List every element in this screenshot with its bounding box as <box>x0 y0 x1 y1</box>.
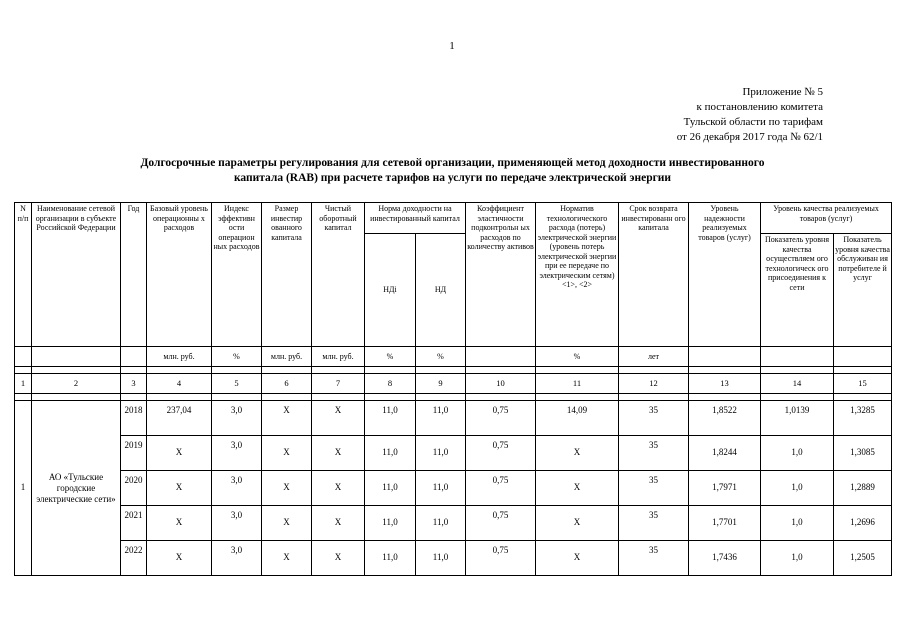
column-number: 7 <box>312 374 365 394</box>
unit-cell: млн. руб. <box>147 347 212 367</box>
table-row <box>15 401 892 436</box>
header-invest-size: Размер инвестир ованного капитала <box>262 203 312 347</box>
cell-ndi: 11,0 <box>365 436 416 471</box>
header-year: Год <box>121 203 147 347</box>
cell-loss: Х <box>536 541 619 576</box>
cell-reliability: 1,7436 <box>689 541 761 576</box>
unit-cell <box>32 347 121 367</box>
header-org: Наименование сетевой организации в субъекте Российской Федерации <box>32 203 121 347</box>
cell-elasticity: 0,75 <box>466 436 536 471</box>
column-number: 8 <box>365 374 416 394</box>
cell-loss: Х <box>536 506 619 541</box>
cell-year: 2022 <box>121 541 147 576</box>
cell-nd: 11,0 <box>416 541 466 576</box>
unit-cell: млн. руб. <box>262 347 312 367</box>
cell-eff-index: 3,0 <box>212 541 262 576</box>
header-quality: Уровень качества реализуемых товаров (услуг) <box>761 203 892 234</box>
row-index: 1 <box>15 401 32 576</box>
parameters-table <box>14 202 892 576</box>
column-number: 14 <box>761 374 834 394</box>
cell-quality-service: 1,3285 <box>834 401 892 436</box>
cell-elasticity: 0,75 <box>466 401 536 436</box>
column-number-row <box>15 374 892 394</box>
table-row <box>15 506 892 541</box>
header-eff-index: Индекс эффективн ости операцион ных расходов <box>212 203 262 347</box>
cell-year: 2018 <box>121 401 147 436</box>
unit-cell <box>466 347 536 367</box>
column-number: 4 <box>147 374 212 394</box>
unit-cell <box>121 347 147 367</box>
unit-cell: % <box>416 347 466 367</box>
cell-invest: Х <box>262 471 312 506</box>
unit-cell: млн. руб. <box>312 347 365 367</box>
cell-base-op: Х <box>147 436 212 471</box>
cell-ndi: 11,0 <box>365 506 416 541</box>
organization-name: АО «Тульские городские электрические сети» <box>32 401 121 576</box>
header-elasticity: Коэффициент эластичности подконтрольн ых расходов по количеству активов <box>466 203 536 347</box>
cell-working: Х <box>312 471 365 506</box>
cell-nd: 11,0 <box>416 401 466 436</box>
cell-ndi: 11,0 <box>365 401 416 436</box>
column-number: 12 <box>619 374 689 394</box>
cell-nd: 11,0 <box>416 506 466 541</box>
header-row <box>15 203 892 234</box>
cell-quality-tech: 1,0 <box>761 436 834 471</box>
column-number: 6 <box>262 374 312 394</box>
column-number: 5 <box>212 374 262 394</box>
column-number: 9 <box>416 374 466 394</box>
cell-year: 2021 <box>121 506 147 541</box>
cell-eff-index: 3,0 <box>212 401 262 436</box>
appendix-line: к постановлению комитета <box>696 101 823 113</box>
cell-invest: Х <box>262 401 312 436</box>
appendix-line: Приложение № 5 <box>742 86 823 98</box>
table-row <box>15 471 892 506</box>
cell-quality-tech: 1,0 <box>761 541 834 576</box>
cell-ndi: 11,0 <box>365 541 416 576</box>
spacer-row <box>15 394 892 401</box>
unit-cell: лет <box>619 347 689 367</box>
unit-cell <box>834 347 892 367</box>
cell-year: 2019 <box>121 436 147 471</box>
cell-base-op: Х <box>147 506 212 541</box>
cell-elasticity: 0,75 <box>466 541 536 576</box>
column-number: 1 <box>15 374 32 394</box>
cell-working: Х <box>312 541 365 576</box>
unit-cell: % <box>536 347 619 367</box>
page-number: 1 <box>449 40 455 52</box>
cell-period: 35 <box>619 541 689 576</box>
cell-working: Х <box>312 401 365 436</box>
cell-working: Х <box>312 506 365 541</box>
cell-eff-index: 3,0 <box>212 506 262 541</box>
header-quality-service: Показатель уровня качества обслуживан ия потребителе й услуг <box>834 234 892 347</box>
column-number: 13 <box>689 374 761 394</box>
unit-cell <box>689 347 761 367</box>
column-number: 11 <box>536 374 619 394</box>
cell-reliability: 1,8522 <box>689 401 761 436</box>
appendix-line: Тульской области по тарифам <box>683 116 823 128</box>
cell-ndi: 11,0 <box>365 471 416 506</box>
cell-quality-service: 1,2505 <box>834 541 892 576</box>
cell-quality-service: 1,2696 <box>834 506 892 541</box>
document-title <box>60 156 845 186</box>
cell-eff-index: 3,0 <box>212 471 262 506</box>
cell-nd: 11,0 <box>416 436 466 471</box>
cell-period: 35 <box>619 471 689 506</box>
cell-quality-tech: 1,0 <box>761 471 834 506</box>
cell-quality-tech: 1,0139 <box>761 401 834 436</box>
column-number: 15 <box>834 374 892 394</box>
header-return-rate: Норма доходности на инвестированный капитал <box>365 203 466 234</box>
cell-base-op: Х <box>147 471 212 506</box>
header-num: N п/п <box>15 203 32 347</box>
cell-nd: 11,0 <box>416 471 466 506</box>
cell-loss: Х <box>536 471 619 506</box>
cell-working: Х <box>312 436 365 471</box>
title-line: Долгосрочные параметры регулирования для сетевой организации, применяющей метод доходности инвестированного <box>140 157 765 169</box>
cell-reliability: 1,7701 <box>689 506 761 541</box>
cell-invest: Х <box>262 541 312 576</box>
cell-year: 2020 <box>121 471 147 506</box>
header-quality-tech: Показатель уровня качества осуществляем ого технологическ ого присоединения к сети <box>761 234 834 347</box>
cell-invest: Х <box>262 436 312 471</box>
units-row <box>15 347 892 367</box>
unit-cell: % <box>212 347 262 367</box>
cell-loss: Х <box>536 436 619 471</box>
cell-reliability: 1,8244 <box>689 436 761 471</box>
column-number: 2 <box>32 374 121 394</box>
spacer-row <box>15 367 892 374</box>
table-row <box>15 436 892 471</box>
column-number: 3 <box>121 374 147 394</box>
cell-base-op: Х <box>147 541 212 576</box>
cell-elasticity: 0,75 <box>466 506 536 541</box>
table-row <box>15 541 892 576</box>
cell-base-op: 237,04 <box>147 401 212 436</box>
cell-quality-tech: 1,0 <box>761 506 834 541</box>
header-base-op: Базовый уровень операционны х расходов <box>147 203 212 347</box>
cell-quality-service: 1,3085 <box>834 436 892 471</box>
header-loss-norm: Норматив технологического расхода (потерь) электрической энергии (уровень потерь электрической энергии при ее передаче по электрическим сетям) <1>, <2> <box>536 203 619 347</box>
header-reliability: Уровень надежности реализуемых товаров (услуг) <box>689 203 761 347</box>
header-working-cap: Чистый оборотный капитал <box>312 203 365 347</box>
cell-quality-service: 1,2889 <box>834 471 892 506</box>
cell-eff-index: 3,0 <box>212 436 262 471</box>
title-line: капитала (RAB) при расчете тарифов на услуги по передаче электрической энергии <box>233 172 672 184</box>
header-nd: НД <box>416 234 466 347</box>
header-ndi: НДi <box>365 234 416 347</box>
header-return-period: Срок возврата инвестированн ого капитала <box>619 203 689 347</box>
column-number: 10 <box>466 374 536 394</box>
unit-cell <box>15 347 32 367</box>
appendix-block <box>677 85 823 145</box>
cell-period: 35 <box>619 436 689 471</box>
cell-invest: Х <box>262 506 312 541</box>
unit-cell: % <box>365 347 416 367</box>
cell-loss: 14,09 <box>536 401 619 436</box>
cell-reliability: 1,7971 <box>689 471 761 506</box>
cell-elasticity: 0,75 <box>466 471 536 506</box>
cell-period: 35 <box>619 506 689 541</box>
appendix-line: от 26 декабря 2017 года № 62/1 <box>676 131 823 143</box>
cell-period: 35 <box>619 401 689 436</box>
unit-cell <box>761 347 834 367</box>
